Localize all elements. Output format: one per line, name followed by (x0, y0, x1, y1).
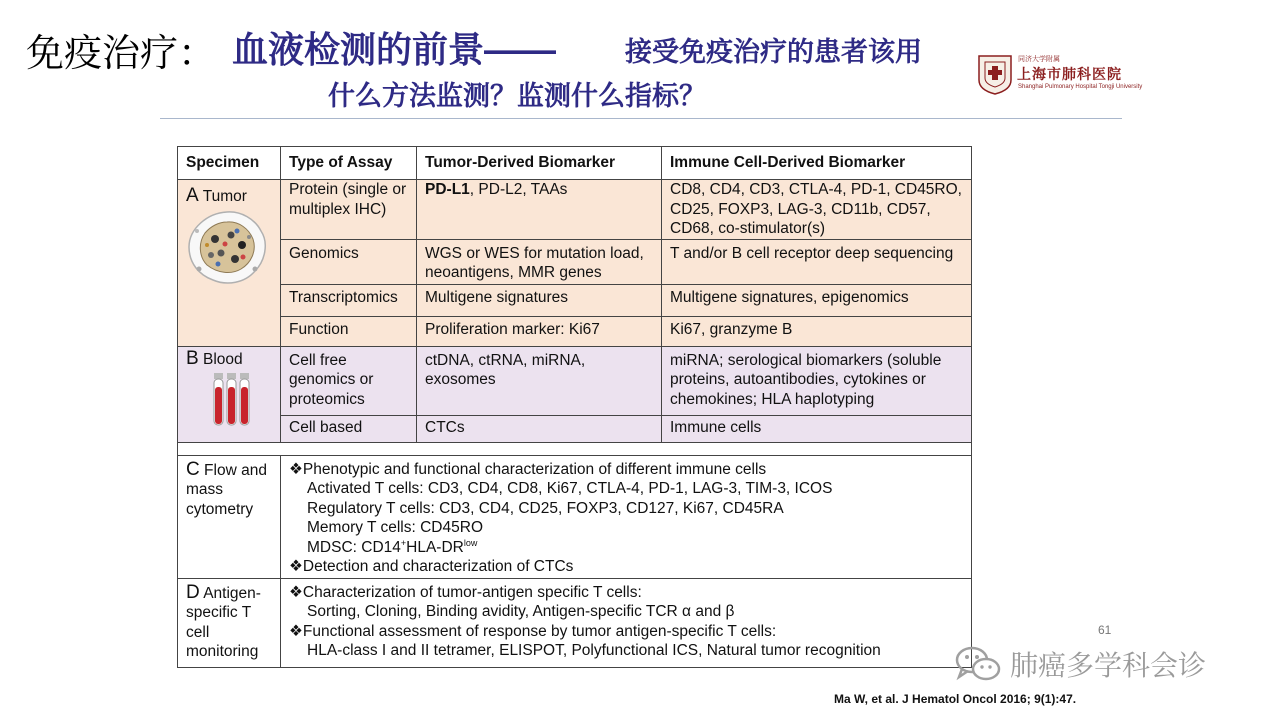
tumor-biomarker-cell-based: CTCs (417, 415, 662, 442)
tumor-biomarker-function: Proliferation marker: Ki67 (417, 316, 662, 346)
wechat-account-name: 肺癌多学科会诊 (1010, 650, 1207, 681)
tumor-tissue-illustration (185, 209, 269, 287)
assay-transcriptomics: Transcriptomics (281, 284, 417, 316)
assay-genomics: Genomics (281, 239, 417, 284)
citation: Ma W, et al. J Hematol Oncol 2016; 9(1):47. (834, 692, 1077, 706)
specimen-antigen-cell (178, 578, 281, 667)
header-immune-biomarker: Immune Cell-Derived Biomarker (662, 147, 972, 180)
table-row (178, 316, 972, 346)
assay-cell-free: Cell free genomics or proteomics (281, 346, 417, 415)
wechat-watermark (954, 644, 1206, 684)
flow-bullet-phenotypic: ❖Phenotypic and functional characterization of different immune cells (289, 460, 767, 478)
flow-mdsc (289, 538, 963, 558)
table-row (178, 415, 972, 442)
flow-cytometry-details (281, 455, 972, 578)
specimen-blood-cell (178, 346, 281, 442)
pd-l1-bold: PD-L1 (425, 181, 470, 198)
table-row (178, 455, 972, 578)
section-letter-c: C (186, 458, 200, 480)
slide-title-prefix: 免疫治疗： (26, 33, 217, 75)
hospital-emblem-icon (975, 52, 1015, 96)
antigen-bullet-characterization: ❖Characterization of tumor-antigen specific T cells: (289, 583, 642, 601)
table-row (178, 346, 972, 415)
logo-english-name: Shanghai Pulmonary Hospital Tongji University (1018, 84, 1143, 90)
immune-biomarker-genomics: T and/or B cell receptor deep sequencing (662, 239, 972, 284)
antigen-characterization-methods: Sorting, Cloning, Binding avidity, Antigen-specific TCR α and β (307, 603, 735, 620)
mdsc-hla: HLA-DR (406, 538, 464, 556)
specimen-flow-label: Flow and mass cytometry (186, 461, 267, 518)
section-letter-d: D (186, 581, 200, 603)
header-assay-type: Type of Assay (281, 147, 417, 180)
immune-biomarker-transcriptomics: Multigene signatures, epigenomics (662, 284, 972, 316)
section-letter-b: B (186, 347, 199, 369)
tumor-biomarker-genomics: WGS or WES for mutation load, neoantigens, MMR genes (417, 239, 662, 284)
mdsc-sup-low: low (463, 537, 478, 548)
table-row (178, 180, 972, 240)
tumor-biomarker-cell-free: ctDNA, ctRNA, miRNA, exosomes (417, 346, 662, 415)
section-letter-a: A (186, 185, 199, 206)
blood-tubes-icon (212, 371, 252, 429)
title-divider (160, 118, 1122, 119)
section-spacer (178, 442, 972, 455)
tumor-biomarker-protein-rest: , PD-L2, TAAs (469, 181, 568, 198)
table-row (178, 578, 972, 667)
antigen-functional-methods: HLA-class I and II tetramer, ELISPOT, Polyfunctional ICS, Natural tumor recognition (307, 642, 881, 659)
slide-subtitle-line1: 接受免疫治疗的患者该用 (625, 37, 922, 67)
immune-biomarker-protein: CD8, CD4, CD3, CTLA-4, PD-1, CD45RO, CD25, FOXP3, LAG-3, CD11b, CD57, CD68, co-stimulator(s) (662, 180, 972, 240)
antigen-bullet-functional: ❖Functional assessment of response by tumor antigen-specific T cells: (289, 622, 777, 640)
table-row (178, 284, 972, 316)
mdsc-sup-plus: + (400, 537, 407, 548)
table-row (178, 239, 972, 284)
antigen-monitoring-details (281, 578, 972, 667)
mdsc-prefix: MDSC: CD14 (307, 538, 401, 556)
immune-biomarker-function: Ki67, granzyme B (662, 316, 972, 346)
table-header-row (178, 147, 972, 180)
flow-regulatory-t-cells: Regulatory T cells: CD3, CD4, CD25, FOXP3, CD127, Ki67, CD45RA (307, 499, 784, 517)
specimen-tumor-label: Tumor (202, 188, 247, 205)
flow-bullet-ctcs: ❖Detection and characterization of CTCs (289, 558, 574, 575)
assay-cell-based: Cell based (281, 415, 417, 442)
logo-top-text: 同济大学附属 (1018, 56, 1060, 63)
tumor-biomarker-protein (417, 180, 662, 240)
flow-activated-t-cells: Activated T cells: CD3, CD4, CD8, Ki67, CTLA-4, PD-1, LAG-3, TIM-3, ICOS (307, 480, 833, 497)
slide-title-main: 血液检测的前景—— (232, 29, 557, 70)
immune-biomarker-cell-free: miRNA; serological biomarkers (soluble proteins, autoantibodies, cytokines or chemokines; HLA haplotyping (662, 346, 972, 415)
specimen-tumor-cell (178, 180, 281, 347)
header-tumor-biomarker: Tumor-Derived Biomarker (417, 147, 662, 180)
assay-protein: Protein (single or multiplex IHC) (281, 180, 417, 240)
specimen-blood-label: Blood (203, 350, 243, 368)
slide-subtitle-line2: 什么方法监测？监测什么指标？ (328, 81, 706, 111)
tumor-biomarker-transcriptomics: Multigene signatures (417, 284, 662, 316)
flow-memory-t-cells: Memory T cells: CD45RO (307, 519, 483, 536)
wechat-icon (954, 644, 1002, 684)
specimen-antigen-label: Antigen-specific T cell monitoring (186, 584, 261, 660)
page-number: 61 (1098, 623, 1112, 637)
assay-function: Function (281, 316, 417, 346)
logo-hospital-name: 上海市肺科医院 (1017, 67, 1122, 83)
header-specimen: Specimen (178, 147, 281, 180)
hospital-logo (975, 52, 1143, 98)
biomarker-table (177, 146, 972, 668)
specimen-flow-cell (178, 455, 281, 578)
immune-biomarker-cell-based: Immune cells (662, 415, 972, 442)
